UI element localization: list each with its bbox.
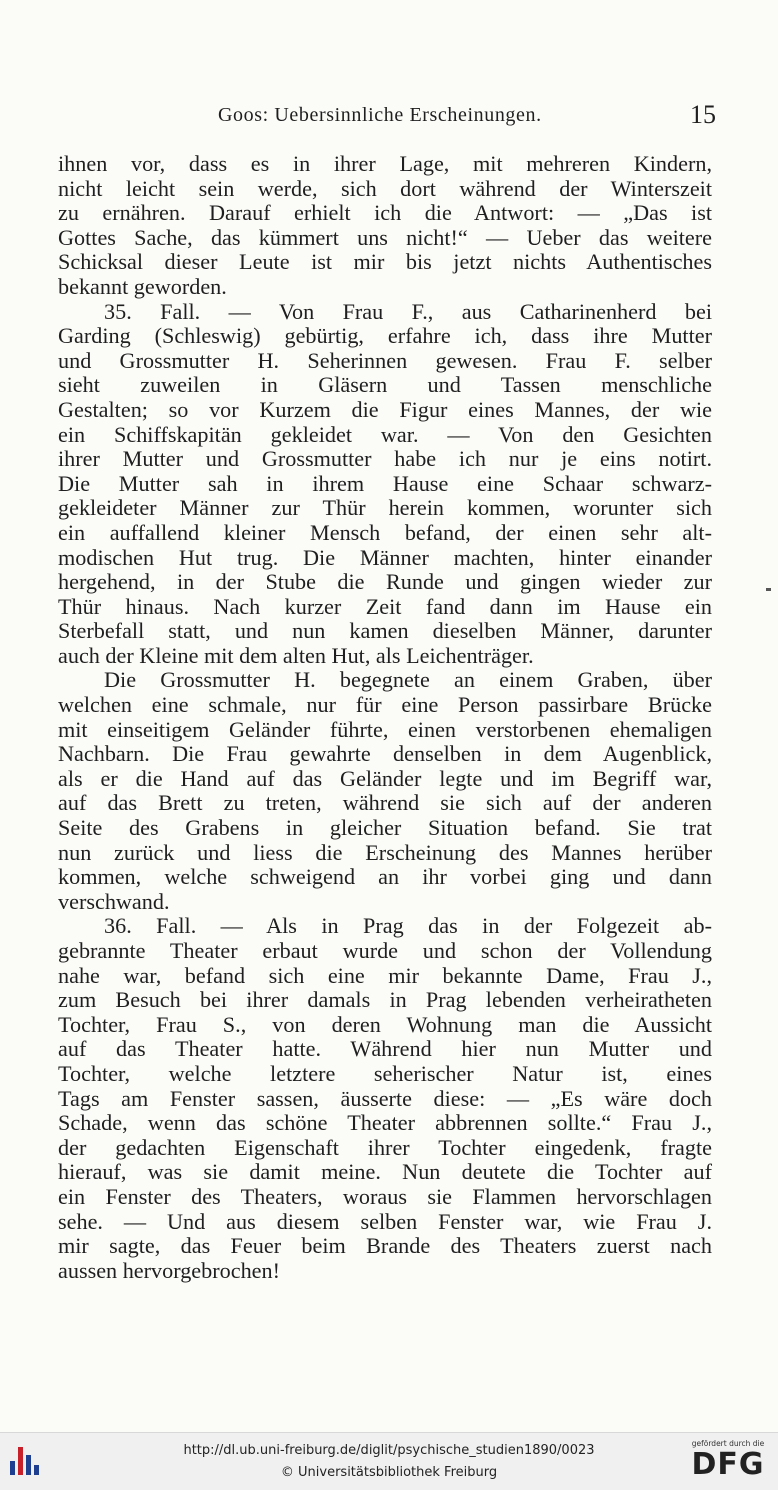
text-line: Gottes Sache, das kümmert uns nicht!“ — Ueber das weitere xyxy=(58,224,712,250)
text-line: 35. Fall. — Von Frau F., aus Catharinenherd bei xyxy=(104,298,712,324)
text-line: nicht leicht sein werde, sich dort während der Winterszeit xyxy=(58,175,712,201)
text-line: gekleideter Männer zur Thür herein kommen, worunter sich xyxy=(58,495,712,521)
page-number: 15 xyxy=(690,100,716,129)
text-line: Die Grossmutter H. begegnete an einem Graben, über xyxy=(104,667,712,693)
text-line: auch der Kleine mit dem alten Hut, als Leichenträger. xyxy=(58,642,534,668)
text-line: Tochter, Frau S., von deren Wohnung man die Aussicht xyxy=(58,1011,712,1037)
text-line: zu ernähren. Darauf erhielt ich die Antwort: — „Das ist xyxy=(58,200,712,226)
text-line: modischen Hut trug. Die Männer machten, hinter einander xyxy=(58,544,712,570)
viewer-footer xyxy=(0,1432,778,1490)
text-line: gebrannte Theater erbaut wurde und schon der Vollendung xyxy=(58,938,712,963)
text-line: Die Mutter sah in ihrem Hause eine Schaar schwarz- xyxy=(58,470,712,496)
text-line: auf das Brett zu treten, während sie sich auf der anderen xyxy=(58,790,712,816)
text-line: ein Fenster des Theaters, woraus sie Flammen hervorschlagen xyxy=(58,1183,712,1209)
text-line: Sterbefall statt, und nun kamen dieselben Männer, darunter xyxy=(58,618,712,644)
permalink-url[interactable]: http://dl.ub.uni-freiburg.de/diglit/psychische_studien1890/0023 xyxy=(183,1443,595,1458)
text-line: zum Besuch bei ihrer damals in Prag lebenden verheiratheten xyxy=(58,987,712,1013)
scan-speck xyxy=(766,588,771,591)
text-line: ein auffallend kleiner Mensch befand, der einen sehr alt- xyxy=(58,519,712,545)
text-line: nahe war, befand sich eine mir bekannte Dame, Frau J., xyxy=(58,962,712,988)
text-line: welchen eine schmale, nur für eine Person passirbare Brücke xyxy=(58,692,712,718)
text-line: Garding (Schleswig) gebürtig, erfahre ich, dass ihre Mutter xyxy=(58,323,712,349)
text-line: hierauf, was sie damit meine. Nun deutete die Tochter auf xyxy=(58,1159,712,1185)
text-line: bekannt geworden. xyxy=(58,273,227,299)
text-line: 36. Fall. — Als in Prag das in der Folgezeit ab- xyxy=(104,913,712,939)
text-line: als er die Hand auf das Geländer legte und im Begriff war, xyxy=(58,765,712,791)
dfg-logo xyxy=(686,1439,770,1485)
text-line: Schade, wenn das schöne Theater abbrennen sollte.“ Frau J., xyxy=(58,1110,712,1136)
text-line: verschwand. xyxy=(58,888,170,914)
text-line: Seite des Grabens in gleicher Situation befand. Sie trat xyxy=(58,815,712,841)
text-line: ihrer Mutter und Grossmutter habe ich nur je eins notirt. xyxy=(58,446,712,472)
text-line: kommen, welche schweigend an ihr vorbei ging und dann xyxy=(58,864,712,890)
body-text xyxy=(58,152,712,1283)
text-line: ihnen vor, dass es in ihrer Lage, mit mehreren Kindern, xyxy=(58,151,712,176)
funder-logo-text: DFG xyxy=(691,1447,765,1482)
text-line: aussen hervorgebrochen! xyxy=(58,1257,280,1283)
text-line: Nachbarn. Die Frau gewahrte denselben in dem Augenblick, xyxy=(58,741,712,767)
text-line: mit einseitigem Geländer führte, einen verstorbenen ehemaligen xyxy=(58,716,712,742)
copyright-notice: © Universitätsbibliothek Freiburg xyxy=(280,1465,498,1480)
text-line: auf das Theater hatte. Während hier nun Mutter und xyxy=(58,1036,712,1062)
text-line: der gedachten Eigenschaft ihrer Tochter eingedenk, fragte xyxy=(58,1134,712,1160)
text-line: Schicksal dieser Leute ist mir bis jetzt nichts Authentisches xyxy=(58,249,712,275)
text-line: sehe. — Und aus diesem selben Fenster war, wie Frau J. xyxy=(58,1208,712,1234)
text-line: mir sagte, das Feuer beim Brande des Theaters zuerst nach xyxy=(58,1233,712,1259)
text-line: Gestalten; so vor Kurzem die Figur eines Mannes, der wie xyxy=(58,396,712,422)
text-line: sieht zuweilen in Gläsern und Tassen menschliche xyxy=(58,372,712,398)
text-line: Thür hinaus. Nach kurzer Zeit fand dann im Hause ein xyxy=(58,593,712,619)
running-head xyxy=(60,100,720,134)
text-line: und Grossmutter H. Seherinnen gewesen. Frau F. selber xyxy=(58,347,712,373)
text-line: nun zurück und liess die Erscheinung des Mannes herüber xyxy=(58,839,712,865)
text-line: ein Schiffskapitän gekleidet war. — Von den Gesichten xyxy=(58,421,712,447)
text-line: Tags am Fenster sassen, äusserte diese: — „Es wäre doch xyxy=(58,1085,712,1111)
running-head-title: Goos: Uebersinnliche Erscheinungen. xyxy=(218,104,542,126)
text-line: hergehend, in der Stube die Runde und gingen wieder zur xyxy=(58,569,712,595)
funder-note: gefördert durch die xyxy=(691,1439,765,1448)
text-line: Tochter, welche letztere seherischer Natur ist, eines xyxy=(58,1060,712,1086)
